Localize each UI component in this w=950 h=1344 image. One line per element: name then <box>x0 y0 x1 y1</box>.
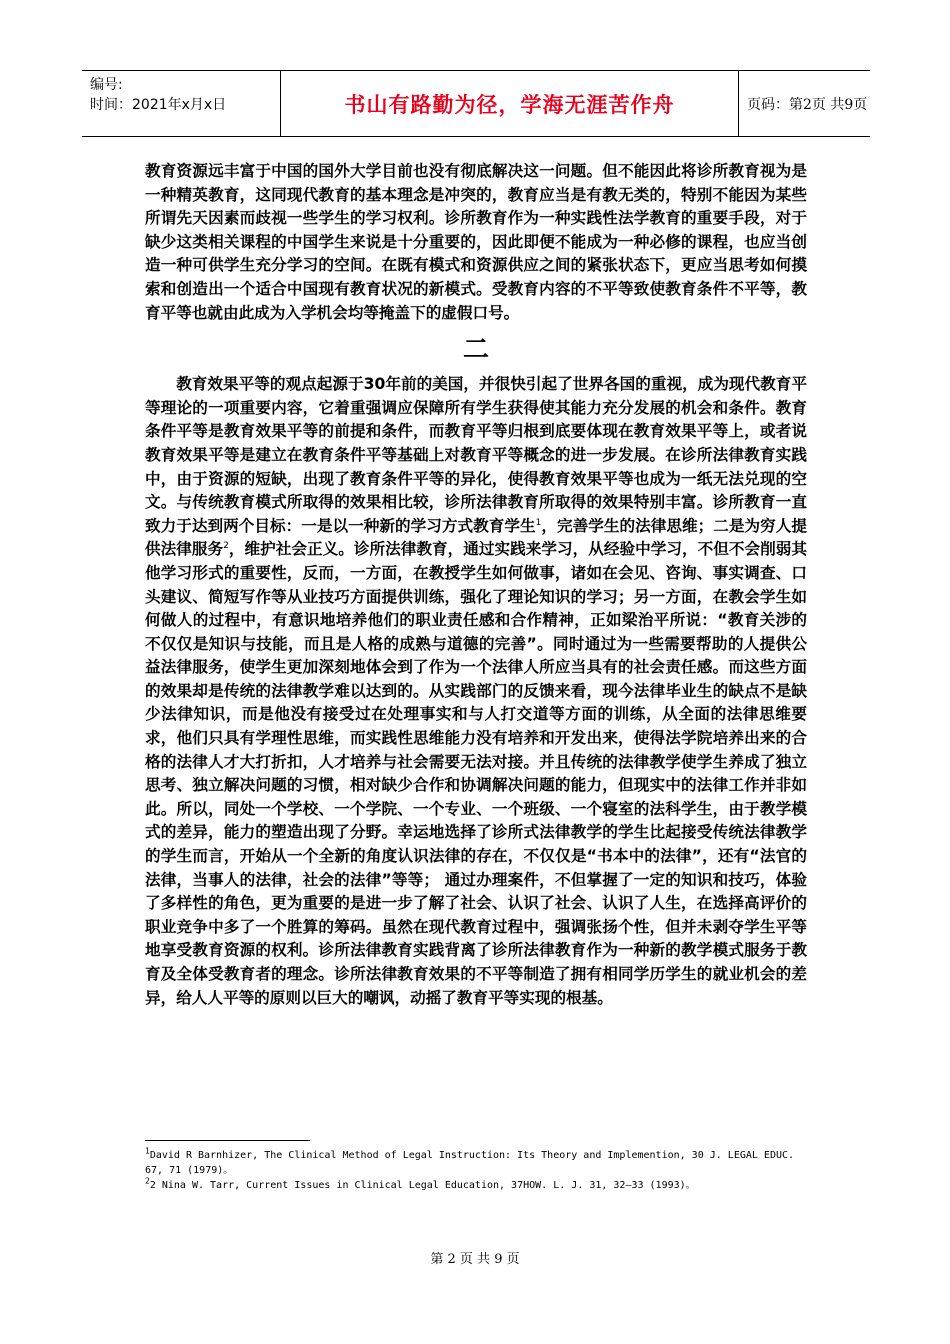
doc-number-label: 编号: <box>90 77 123 93</box>
paragraph-2-part-c: ，维护社会正义。诊所法律教育，通过实践来学习，从经验中学习，不但不会削弱其他学习形式的重要性，反而，一方面，在教授学生如何做事，诸如在会见、咨询、事实调查、口头建议、简短写作等从业技巧方面提供训练，强化了理论知识的学习；另一方面，在教会学生如何做人的过程中，有意识地培养他们的职业责任感和合作精神，正如梁治平所说：“教育关涉的不仅仅是知识与技能，而且是人格的成熟与道德的完善”。同时通过为一些需要帮助的人提供公益法律服务，使学生更加深刻地体会到了作为一个法律人所应当具有的社会责任感。而这些方面的效果却是传统的法律教学难以达到的。从实践部门的反馈来看，现今法律毕业生的缺点不是缺少法律知识，而是他没有接受过在处理事实和与人打交道等方面的训练，从全面的法律思维要求，他们只具有学理性思维，而实践性思维能力没有培养和开发出来，使得法学院培养出来的合格的法律人才大打折扣，人才培养与社会需要无法对接。并且传统的法律教学使学生养成了独立思考、独立解决问题的习惯，相对缺少合作和协调解决问题的能力，但现实中的法律工作并非如此。所以，同处一个学校、一个学院、一个专业、一个班级、一个寝室的法科学生，由于教学模式的差异，能力的塑造出现了分野。幸运地选择了诊所式法律教学的学生比起接受传统法律教学的学生而言，开始从一个全新的角度认识法律的存在，不仅仅是“书本中的法律”，还有“法官的法律，当事人的法律，社会的法律”等等； 通过办理案件，不但掌握了一定的知识和技巧，体验了多样性的角色，更为重要的是进一步了解了社会、认识了社会、认识了人生，在选择高评价的职业竞争中多了一个胜算的筹码。虽然在现代教育过程中，强调张扬个性，但并未剥夺学生平等地享受教育资源的权利。诊所法律教育实践背离了诊所法律教育作为一种新的教学模式服务于教育及全体受教育者的理念。诊所法律教育效果的不平等制造了拥有相同学历学生的就业机会的差异，给人人平等的原则以巨大的嘲讽，动摇了教育平等实现的根基。 <box>145 540 807 1007</box>
footnotes <box>145 1148 810 1193</box>
footnote-1-mark: 1 <box>145 1146 150 1156</box>
section-heading: 二 <box>462 335 489 366</box>
header-meta <box>82 71 281 136</box>
paragraph-2 <box>145 373 807 1010</box>
page-footer: 第 2 页 共 9 页 <box>430 1252 520 1267</box>
footnote-2 <box>145 1178 810 1193</box>
footnote-2-mark: 2 <box>145 1176 150 1186</box>
header-motto: 书山有路勤为径，学海无涯苦作舟 <box>344 92 675 117</box>
header-page-number: 页码：第2页 共9页 <box>747 96 868 113</box>
footnote-ref-1[interactable]: 1 <box>535 517 542 528</box>
footnote-2-text: 2 Nina W. Tarr, Current Issues in Clinical Legal Education, 37HOW. L. J. 31, 32—33 (1993)。 <box>149 1180 696 1191</box>
header-motto-cell <box>281 71 739 136</box>
footnote-1 <box>145 1148 810 1178</box>
footnote-ref-2[interactable]: 2 <box>223 541 229 552</box>
footnote-separator <box>145 1140 310 1141</box>
doc-time-label: 时间：2021年x月x日 <box>90 97 227 113</box>
footnote-1-text: David R Barnhizer, The Clinical Method of Legal Instruction: Its Theory and Implemention, 30 J. LEGAL EDUC. 67, 71 (1979)。 <box>145 1150 795 1176</box>
paragraph-2-part-a: 教育效果平等的观点起源于30年前的美国，并很快引起了世界各国的重视，成为现代教育平等理论的一项重要内容，它着重强调应保障所有学生获得使其能力充分发展的机会和条件。教育条件平等是教育效果平等的前提和条件，而教育平等归根到底要体现在教育效果平等上，或者说教育效果平等是建立在教育条件平等基础上对教育平等概念的进一步发展。在诊所法律教育实践中，由于资源的短缺，出现了教育条件平等的异化，使得教育效果平等也成为一纸无法兑现的空文。与传统教育模式所取得的效果相比较，诊所法律教育所取得的效果特别丰富。诊所教育一直致力于达到两个目标：一是以一种新的学习方式教育学生 <box>145 375 807 535</box>
paragraph-1: 教育资源远丰富于中国的国外大学目前也没有彻底解决这一问题。但不能因此将诊所教育视为是一种精英教育，这同现代教育的基本理念是冲突的，教育应当是有教无类的，特别不能因为某些所谓先天因素而歧视一些学生的学习权利。诊所教育作为一种实践性法学教育的重要手段，对于缺少这类相关课程的中国学生来说是十分重要的，因此即便不能成为一种必修的课程，也应当创造一种可供学生充分学习的空间。在既有模式和资源供应之间的紧张状态下，更应当思考如何摸索和创造出一个适合中国现有教育状况的新模式。受教育内容的不平等致使教育条件不平等，教育平等也就由此成为入学机会均等掩盖下的虚假口号。 <box>145 162 807 322</box>
paragraph-2-part-b: ，完善学生的法律思维；二是为穷人提供法律服务 <box>145 516 807 559</box>
page-header <box>82 70 870 137</box>
document-body <box>145 160 807 1010</box>
